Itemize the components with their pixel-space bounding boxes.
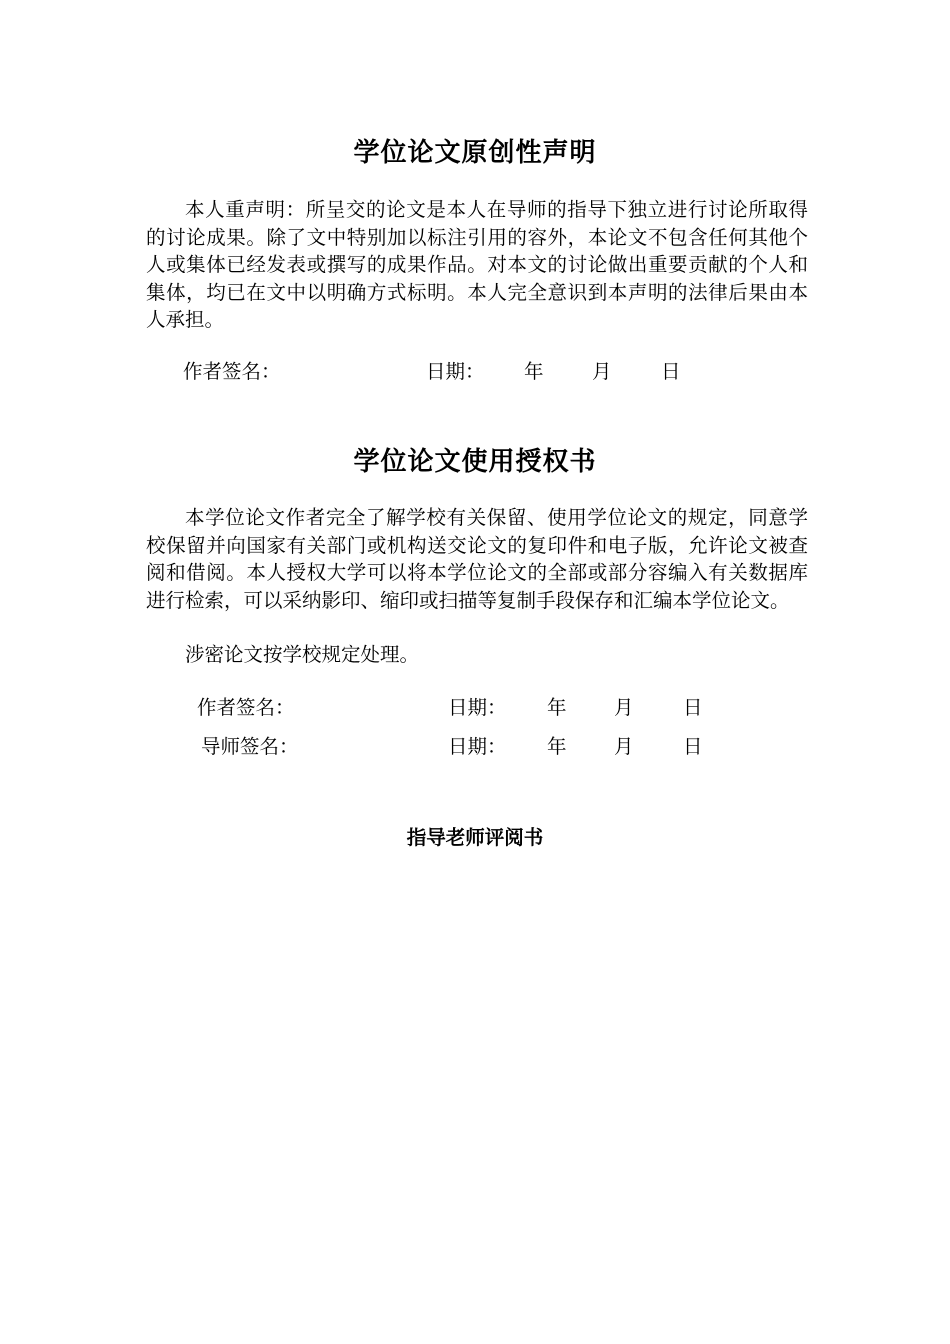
authorization-title: 学位论文使用授权书: [353, 447, 597, 477]
originality-title: 学位论文原创性声明: [353, 138, 597, 168]
day-label: 日: [661, 360, 681, 383]
year-label: 年: [547, 696, 567, 719]
year-label: 年: [547, 735, 567, 758]
month-label: 月: [614, 735, 634, 758]
authorization-paragraph: 本学位论文作者完全了解学校有关保留、使用学位论文的规定，同意学校保留并向国家有关部门或机构送交论文的复印件和电子版，允许论文被查阅和借阅。本人授权大学可以将本学位论文的全部或部分容编入有关数据库进行检索，可以采纳影印、缩印或扫描等复制手段保存和汇编本学位论文。: [146, 506, 808, 612]
advisor-signature-label: 导师签名：: [201, 735, 299, 758]
author-signature-label: 作者签名：: [197, 696, 295, 719]
day-label: 日: [683, 735, 703, 758]
day-label: 日: [683, 696, 703, 719]
author-signature-label: 作者签名：: [183, 360, 281, 383]
review-title: 指导老师评阅书: [406, 826, 544, 849]
date-label: 日期：: [426, 360, 485, 383]
authorization-author-row: [0, 694, 950, 722]
year-label: 年: [524, 360, 544, 383]
month-label: 月: [592, 360, 612, 383]
originality-paragraph: 本人重声明：所呈交的论文是本人在导师的指导下独立进行讨论所取得的讨论成果。除了文中特别加以标注引用的容外，本论文不包含任何其他个人或集体已经发表或撰写的成果作品。对本文的讨论做出重要贡献的个人和集体，均已在文中以明确方式标明。本人完全意识到本声明的法律后果由本人承担。: [146, 198, 808, 331]
date-label: 日期：: [448, 696, 507, 719]
month-label: 月: [614, 696, 634, 719]
authorization-advisor-row: [0, 733, 950, 761]
originality-signature-row: [0, 358, 950, 386]
date-label: 日期：: [448, 735, 507, 758]
classified-note: 涉密论文按学校规定处理。: [185, 643, 420, 666]
